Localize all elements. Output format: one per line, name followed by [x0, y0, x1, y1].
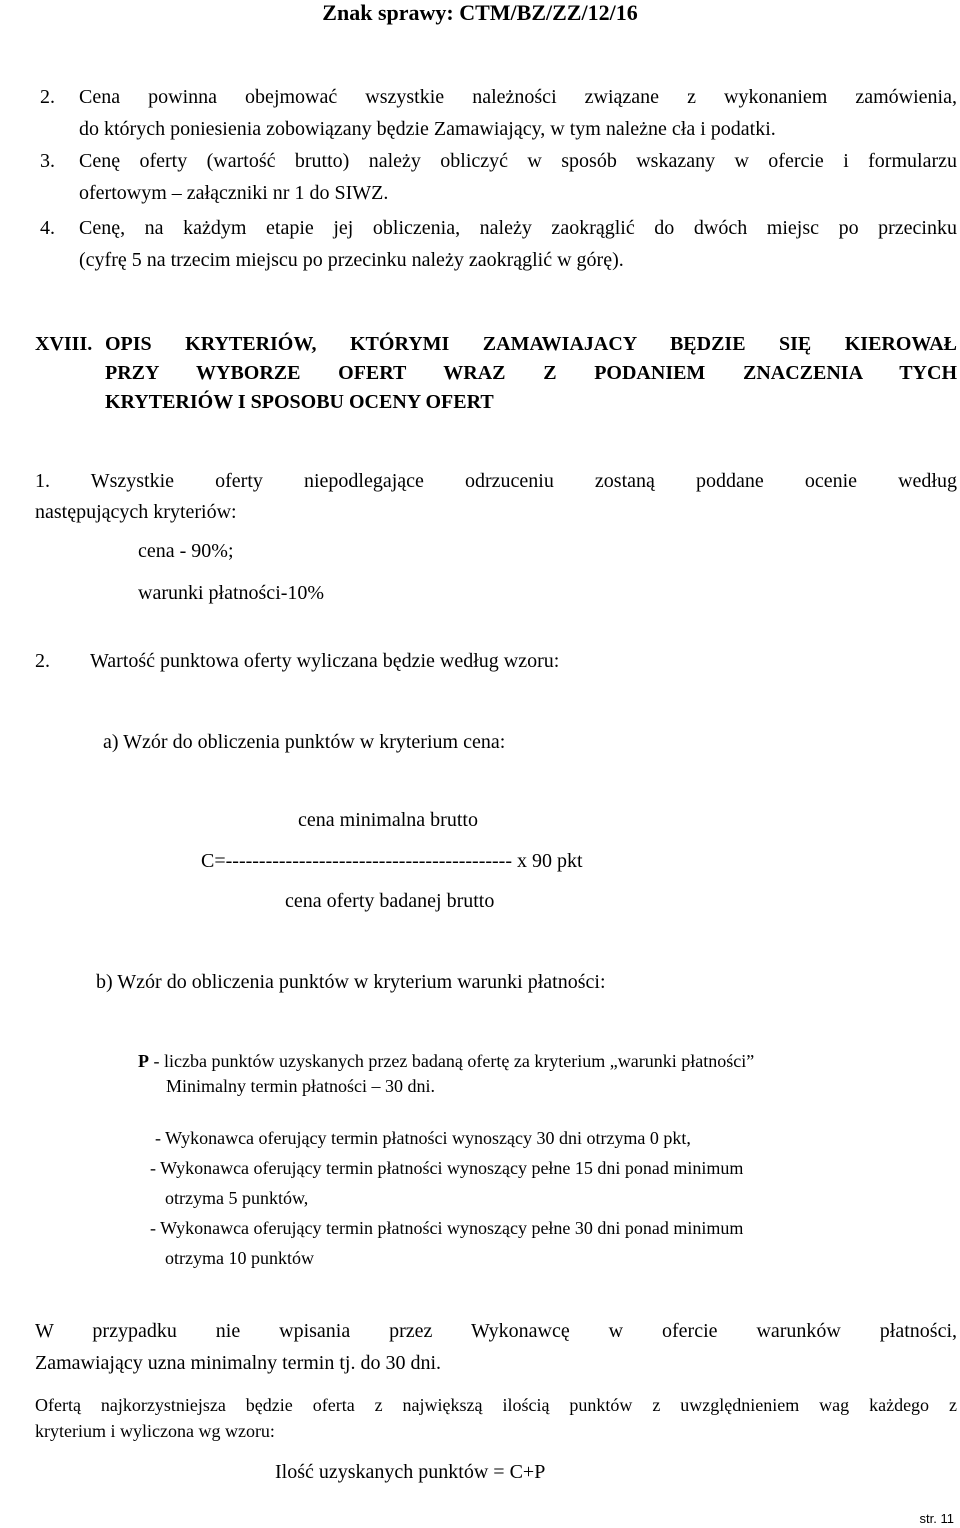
section-title-line3: KRYTERIÓW I SPOSOBU OCENY OFERT	[105, 391, 494, 413]
section-number: XVIII.	[35, 333, 93, 355]
point-1-line1: 1. Wszystkie oferty niepodlegające odrzuceniu zostaną poddane ocenie według	[35, 470, 957, 492]
criterion-payment-terms: warunki płatności-10%	[138, 582, 325, 604]
formula-a-denominator: cena oferty badanej brutto	[285, 890, 495, 912]
best-offer-line2: kryterium i wyliczona wg wzoru:	[35, 1421, 275, 1441]
formula-a-label: a) Wzór do obliczenia punktów w kryterium cena:	[103, 731, 506, 753]
item-4-line1: Cenę, na każdym etapie jej obliczenia, należy zaokrąglić do dwóch miejsc po przecinku	[79, 217, 957, 239]
best-offer-line1: Ofertą najkorzystniejsza będzie oferta z największą ilością punktów z uwzględnieniem wag każdego z	[35, 1395, 957, 1415]
rule-15-days-line1: - Wykonawca oferujący termin płatności wynoszący pełne 15 dni ponad minimum	[150, 1158, 744, 1178]
section-title-line1: OPIS KRYTERIÓW, KTÓRYMI ZAMAWIAJACY BĘDZIE SIĘ KIEROWAŁ	[105, 333, 957, 355]
item-3-line2: ofertowym – załączniki nr 1 do SIWZ.	[79, 182, 389, 204]
rule-30-plus-line1: - Wykonawca oferujący termin płatności wynoszący pełne 30 dni ponad minimum	[150, 1218, 744, 1238]
item-4-number: 4.	[40, 217, 55, 239]
item-2-number: 2.	[40, 86, 55, 108]
point-2-number: 2.	[35, 650, 50, 672]
point-1-line2: następujących kryteriów:	[35, 501, 237, 523]
rule-15-days-line2: otrzyma 5 punktów,	[165, 1188, 309, 1208]
formula-a-equation: C=------------------------------------------- x 90 pkt	[201, 850, 583, 872]
criterion-price: cena - 90%;	[138, 540, 234, 562]
item-3-number: 3.	[40, 150, 55, 172]
item-2-line1: Cena powinna obejmować wszystkie należności związane z wykonaniem zamówienia,	[79, 86, 957, 108]
rule-30-days: - Wykonawca oferujący termin płatności wynoszący 30 dni otrzyma 0 pkt,	[155, 1128, 691, 1148]
p-definition-text: - liczba punktów uzyskanych przez badaną ofertę za kryterium „warunki płatności”	[149, 1051, 755, 1071]
point-2-text: Wartość punktowa oferty wyliczana będzie według wzoru:	[90, 650, 560, 672]
formula-a-numerator: cena minimalna brutto	[298, 809, 478, 831]
closing-line2: Zamawiający uzna minimalny termin tj. do 30 dni.	[35, 1352, 442, 1374]
page-number: str. 11	[919, 1511, 954, 1526]
item-2-line2: do których poniesienia zobowiązany będzie Zamawiający, w tym należne cła i podatki.	[79, 118, 776, 140]
closing-line1: W przypadku nie wpisania przez Wykonawcę w ofercie warunków płatności,	[35, 1320, 957, 1342]
formula-b-label: b) Wzór do obliczenia punktów w kryterium warunki płatności:	[96, 971, 606, 993]
item-4-line2: (cyfrę 5 na trzecim miejscu po przecinku należy zaokrąglić w górę).	[79, 249, 624, 271]
case-number-header: Znak sprawy: CTM/BZ/ZZ/12/16	[322, 0, 638, 25]
p-symbol: P	[138, 1051, 149, 1071]
rule-30-plus-line2: otrzyma 10 punktów	[165, 1248, 314, 1268]
item-3-line1: Cenę oferty (wartość brutto) należy obliczyć w sposób wskazany w ofercie i formularzu	[79, 150, 957, 172]
total-points-formula: Ilość uzyskanych punktów = C+P	[275, 1461, 546, 1483]
section-title-line2: PRZY WYBORZE OFERT WRAZ Z PODANIEM ZNACZENIA TYCH	[105, 362, 957, 384]
minimum-payment-term: Minimalny termin płatności – 30 dni.	[166, 1076, 435, 1096]
